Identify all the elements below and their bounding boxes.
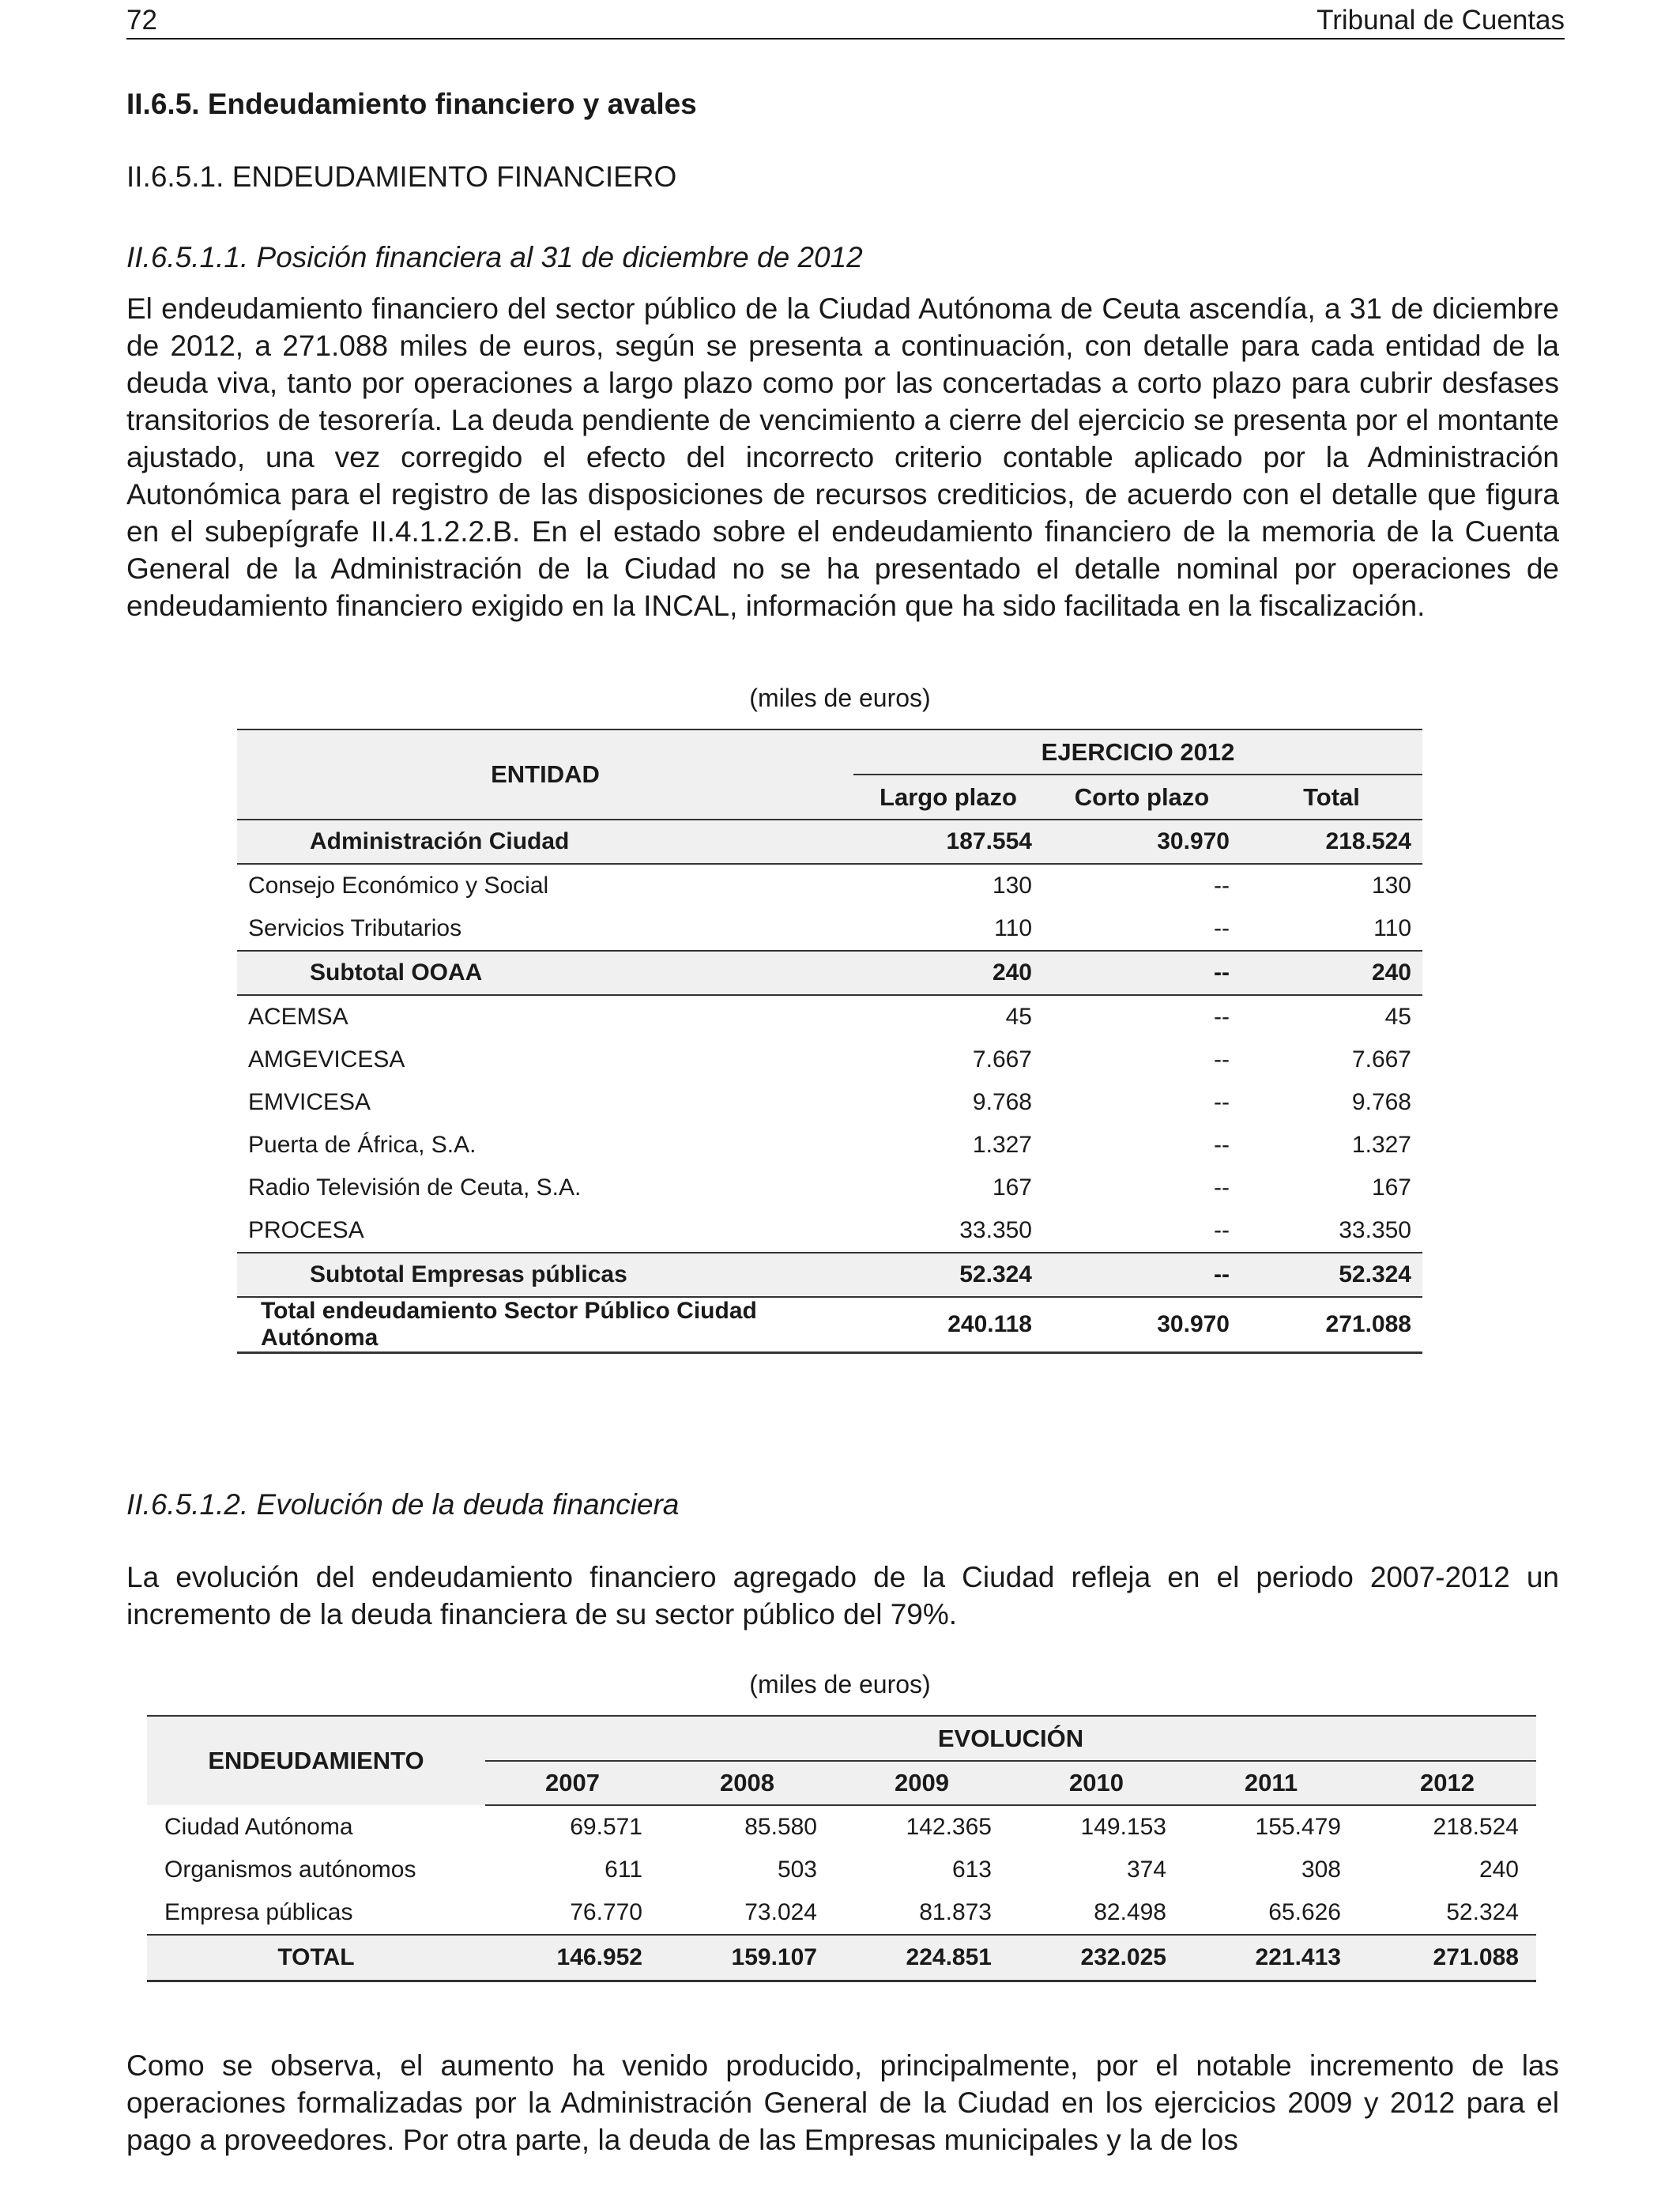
table-row: Administración Ciudad 187.554 30.970 218.524 bbox=[237, 820, 1422, 864]
table-row: ACEMSA 45 -- 45 bbox=[248, 1004, 1411, 1030]
header-year: 2009 bbox=[834, 1761, 1009, 1805]
header-year: 2011 bbox=[1184, 1761, 1358, 1805]
paragraph-evolucion: La evolución del endeudamiento financiero agregado de la Ciudad refleja en el periodo 2007-2012 un incremento de la deuda financiera de su sector público del 79%. bbox=[126, 1561, 1559, 1630]
table-row: Consejo Económico y Social 130 -- 130 bbox=[248, 873, 1411, 899]
header-largo-plazo: Largo plazo bbox=[853, 775, 1043, 820]
table-row-total: TOTAL 146.952 159.107 224.851 232.025 221.413 271.088 bbox=[147, 1935, 1536, 1981]
header-total: Total bbox=[1241, 775, 1422, 820]
subsection-heading: II.6.5.1. ENDEUDAMIENTO FINANCIERO bbox=[126, 160, 677, 193]
table-row: Radio Televisión de Ceuta, S.A. 167 -- 167 bbox=[248, 1174, 1411, 1201]
header-evolucion: EVOLUCIÓN bbox=[485, 1716, 1536, 1761]
header-ejercicio-2012: EJERCICIO 2012 bbox=[853, 729, 1422, 775]
subheading-posicion-financiera: II.6.5.1.1. Posición financiera al 31 de diciembre de 2012 bbox=[126, 241, 863, 273]
header-year: 2007 bbox=[485, 1761, 660, 1805]
table-row: Subtotal Empresas públicas 52.324 -- 52.324 bbox=[237, 1253, 1422, 1297]
header-year: 2012 bbox=[1358, 1761, 1536, 1805]
page-number: 72 bbox=[126, 5, 157, 36]
table1-unit-label: (miles de euros) bbox=[749, 684, 931, 712]
running-header bbox=[126, 3, 1565, 40]
table-posicion-financiera bbox=[237, 729, 1422, 1354]
table-row: EMVICESA 9.768 -- 9.768 bbox=[248, 1089, 1411, 1115]
table-row: Puerta de África, S.A. 1.327 -- 1.327 bbox=[248, 1132, 1411, 1158]
table-row: Subtotal OOAA 240 -- 240 bbox=[237, 951, 1422, 995]
header-entidad: ENTIDAD bbox=[237, 729, 853, 820]
table-row: Ciudad Autónoma 69.571 85.580 142.365 149.153 155.479 218.524 bbox=[164, 1813, 1519, 1840]
table-row-total: Total endeudamiento Sector Público Ciudad Autónoma 240.118 30.970 271.088 bbox=[237, 1297, 1422, 1353]
table-row: Empresa públicas 76.770 73.024 81.873 82.498 65.626 52.324 bbox=[164, 1899, 1519, 1925]
header-year: 2010 bbox=[1009, 1761, 1184, 1805]
header-corto-plazo: Corto plazo bbox=[1043, 775, 1241, 820]
section-heading: II.6.5. Endeudamiento financiero y avales bbox=[126, 88, 697, 120]
paragraph-endeudamiento: El endeudamiento financiero del sector público de la Ciudad Autónoma de Ceuta ascendía, a 31 de diciembre de 2012, a 271.088 miles de euros, según se presenta a continuación, con detalle para cada entidad de la deuda viva, tanto por operaciones a largo plazo como por las concertadas a corto plazo para cubrir desfases transitorios de tesorería. La deuda pendiente de vencimiento a cierre del ejercicio se presenta por el montante ajustado, una vez corregido el efecto del incorrecto criterio contable aplicado por la Administración Autonómica para el registro de las disposiciones de recursos crediticios, de acuerdo con el detalle que figura en el subepígrafe II.4.1.2.2.B. En el estado sobre el endeudamiento financiero de la memoria de la Cuenta General de la Administración de la Ciudad no se ha presentado el detalle nominal por operaciones de endeudamiento financiero exigido en la INCAL, información que ha sido facilitada en la fiscalización. bbox=[126, 292, 1559, 622]
paragraph-conclusion: Como se observa, el aumento ha venido producido, principalmente, por el notable incremento de las operaciones formalizadas por la Administración General de la Ciudad en los ejercicios 2009 y 2012 para el pago a proveedores. Por otra parte, la deuda de las Empresas municipales y la de los bbox=[126, 2049, 1559, 2156]
table2-unit-label: (miles de euros) bbox=[749, 1670, 931, 1698]
table-row: Organismos autónomos 611 503 613 374 308 240 bbox=[164, 1857, 1519, 1883]
publisher-name: Tribunal de Cuentas bbox=[1317, 5, 1565, 36]
table-row: Servicios Tributarios 110 -- 110 bbox=[248, 915, 1411, 941]
table-row: AMGEVICESA 7.667 -- 7.667 bbox=[248, 1046, 1411, 1072]
header-year: 2008 bbox=[660, 1761, 834, 1805]
table-row: PROCESA 33.350 -- 33.350 bbox=[248, 1217, 1411, 1243]
subheading-evolucion-deuda: II.6.5.1.2. Evolución de la deuda financiera bbox=[126, 1488, 680, 1521]
header-endeudamiento: ENDEUDAMIENTO bbox=[147, 1716, 485, 1805]
table-evolucion-deuda bbox=[147, 1715, 1536, 1982]
